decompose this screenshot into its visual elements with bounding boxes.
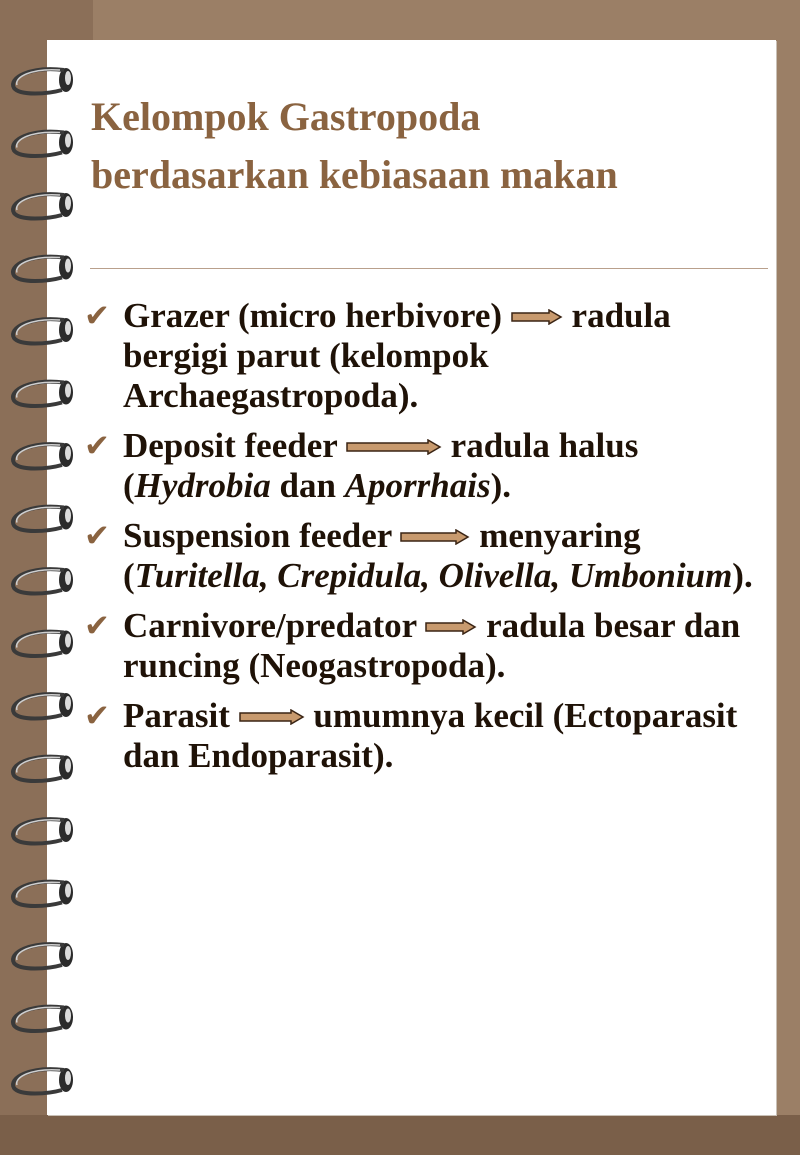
spiral-ring-icon [13, 193, 73, 219]
spiral-ring-icon [13, 818, 73, 844]
title-line-1: Kelompok Gastropoda [91, 94, 481, 139]
item-term: Suspension feeder [123, 516, 392, 555]
check-mark-icon: ✔ [84, 698, 110, 734]
spiral-ring-icon [13, 68, 73, 94]
species-name: Hydrobia [134, 466, 271, 505]
item-term: Parasit [123, 696, 230, 735]
right-arrow-icon [511, 309, 563, 325]
spiral-ring-icon [13, 1006, 73, 1032]
check-mark-icon: ✔ [84, 298, 110, 334]
spiral-ring-icon [13, 131, 73, 157]
item-term: Deposit feeder [123, 426, 338, 465]
list-item [84, 516, 774, 596]
spiral-ring-icon [13, 381, 73, 407]
spiral-ring-icon [13, 693, 73, 719]
spiral-ring-icon [13, 881, 73, 907]
item-result: radula halus [450, 426, 639, 465]
spiral-ring-icon [13, 568, 73, 594]
check-mark-icon: ✔ [84, 608, 110, 644]
item-description: (Turitella, Crepidula, Olivella, Umbonium). [123, 556, 753, 595]
title-divider [90, 268, 768, 269]
title-line-2: berdasarkan kebiasaan makan [91, 152, 618, 197]
spiral-ring-icon [13, 756, 73, 782]
spiral-ring-icon [13, 1068, 73, 1094]
item-result: radula [571, 296, 671, 335]
item-description: (Hydrobia dan Aporrhais). [123, 466, 512, 505]
species-name: Aporrhais [344, 466, 491, 505]
slide-title [91, 88, 771, 204]
spiral-ring-icon [13, 256, 73, 282]
species-name: Turitella, Crepidula, Olivella, Umbonium [134, 556, 733, 595]
spiral-binding [0, 0, 90, 1155]
list-item [84, 696, 774, 776]
right-arrow-icon [346, 439, 442, 455]
right-arrow-icon [425, 619, 477, 635]
item-term: Grazer (micro herbivore) [123, 296, 503, 335]
spiral-ring-icon [13, 443, 73, 469]
check-mark-icon: ✔ [84, 518, 110, 554]
right-arrow-icon [239, 709, 305, 725]
spiral-ring-icon [13, 318, 73, 344]
feeding-group-list [84, 296, 774, 786]
list-item [84, 606, 774, 686]
spiral-ring-icon [13, 631, 73, 657]
item-result: umumnya kecil [313, 696, 544, 735]
list-item [84, 426, 774, 506]
check-mark-icon: ✔ [84, 428, 110, 464]
item-result: menyaring [479, 516, 641, 555]
item-term: Carnivore/predator [123, 606, 417, 645]
item-description: (Ectoparasit dan Endoparasit). [123, 696, 738, 775]
item-description: bergigi parut (kelompok Archaegastropoda). [123, 336, 489, 415]
right-arrow-icon [400, 529, 470, 545]
item-result: radula [486, 606, 586, 645]
list-item [84, 296, 774, 416]
frame-bottom-shade [0, 1115, 800, 1155]
spiral-ring-icon [13, 506, 73, 532]
item-description: besar dan runcing (Neogastropoda). [123, 606, 741, 685]
spiral-ring-icon [13, 943, 73, 969]
